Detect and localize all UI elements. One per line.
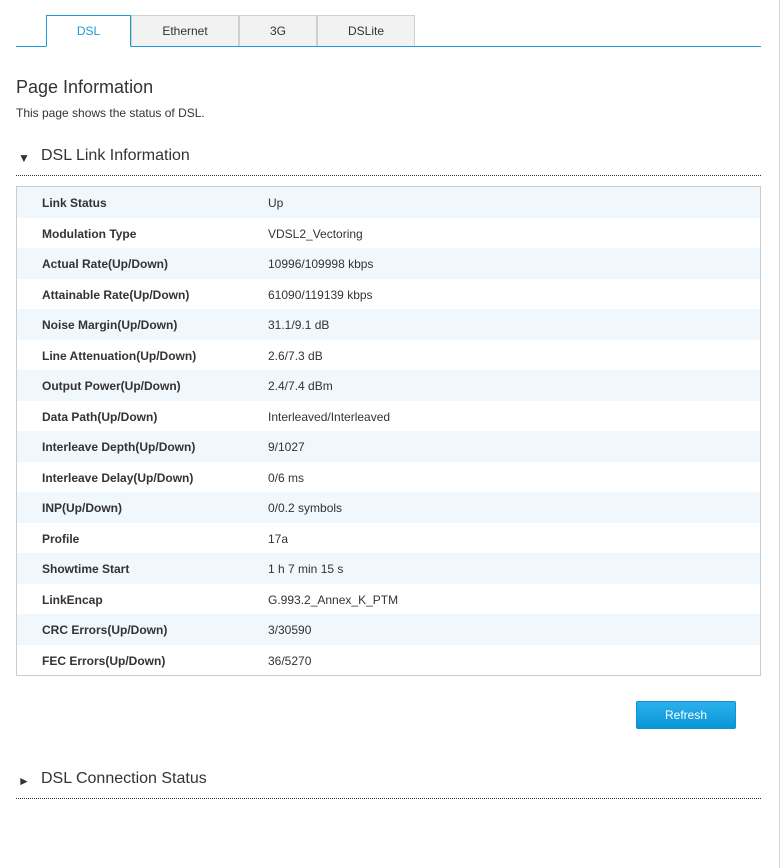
page-title: Page Information xyxy=(16,77,154,97)
table-row xyxy=(17,431,760,462)
refresh-button[interactable]: Refresh xyxy=(636,701,736,729)
table-row xyxy=(17,248,760,279)
row-label: Interleave Depth(Up/Down) xyxy=(42,440,196,454)
row-value: 36/5270 xyxy=(268,653,312,668)
table-row xyxy=(17,187,760,218)
row-value: 3/30590 xyxy=(268,623,312,637)
row-label: Output Power(Up/Down) xyxy=(42,379,181,393)
row-label: Modulation Type xyxy=(42,226,137,241)
section-title: DSL Connection Status xyxy=(41,770,207,787)
row-value: Up xyxy=(268,196,284,210)
collapse-arrow-icon: ▼ xyxy=(18,151,30,165)
row-label: LinkEncap xyxy=(42,592,103,607)
row-value: 9/1027 xyxy=(268,440,305,454)
row-label: Interleave Delay(Up/Down) xyxy=(42,470,194,485)
row-label: Noise Margin(Up/Down) xyxy=(42,318,178,332)
tab-dsl[interactable]: DSL xyxy=(46,15,131,47)
row-label: Data Path(Up/Down) xyxy=(42,409,158,424)
table-row xyxy=(17,614,760,645)
row-label: CRC Errors(Up/Down) xyxy=(42,623,168,637)
row-label: Actual Rate(Up/Down) xyxy=(42,257,168,271)
dsl-link-info-header[interactable] xyxy=(16,145,761,176)
table-row xyxy=(17,523,760,554)
row-value: VDSL2_Vectoring xyxy=(268,226,363,241)
tab-3g[interactable]: 3G xyxy=(239,15,317,46)
row-label: Link Status xyxy=(42,196,107,210)
row-value: 0/6 ms xyxy=(268,470,305,485)
row-value: Interleaved/Interleaved xyxy=(268,409,391,424)
table-row xyxy=(17,340,760,371)
dsl-connection-status-header[interactable] xyxy=(16,768,761,799)
row-label: Profile xyxy=(42,531,80,546)
table-row xyxy=(17,462,760,493)
expand-arrow-icon: ► xyxy=(18,774,30,788)
row-value: 2.6/7.3 dB xyxy=(268,348,323,363)
table-row xyxy=(17,401,760,432)
table-row xyxy=(17,492,760,523)
table-row xyxy=(17,218,760,249)
row-value: 2.4/7.4 dBm xyxy=(268,379,333,393)
row-value: 61090/119139 kbps xyxy=(268,287,373,302)
row-value: G.993.2_Annex_K_PTM xyxy=(268,592,399,607)
section-title: DSL Link Information xyxy=(41,147,190,164)
row-label: Showtime Start xyxy=(42,562,130,576)
page-description: This page shows the status of DSL. xyxy=(16,106,205,120)
row-value: 0/0.2 symbols xyxy=(268,501,343,515)
row-label: INP(Up/Down) xyxy=(42,501,122,515)
row-value: 17a xyxy=(268,531,289,546)
row-value: 10996/109998 kbps xyxy=(268,257,374,271)
tab-dslite[interactable]: DSLite xyxy=(317,15,415,46)
table-row xyxy=(17,645,760,676)
dsl-link-info-table xyxy=(16,186,761,676)
row-label: FEC Errors(Up/Down) xyxy=(42,653,166,668)
row-value: 31.1/9.1 dB xyxy=(268,318,330,332)
table-row xyxy=(17,279,760,310)
page-right-border xyxy=(779,0,780,868)
connection-type-tabs xyxy=(16,15,761,47)
tab-ethernet[interactable]: Ethernet xyxy=(131,15,239,46)
table-row xyxy=(17,584,760,615)
table-row xyxy=(17,370,760,401)
table-row xyxy=(17,309,760,340)
row-label: Line Attenuation(Up/Down) xyxy=(42,348,197,363)
row-value: 1 h 7 min 15 s xyxy=(268,562,344,576)
row-label: Attainable Rate(Up/Down) xyxy=(42,287,190,302)
table-row xyxy=(17,553,760,584)
